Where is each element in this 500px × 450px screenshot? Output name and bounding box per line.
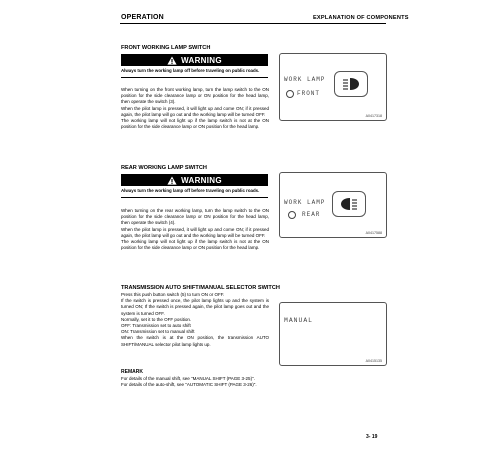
remark-body: [121, 376, 341, 388]
rear-figure-code: A0417588: [365, 231, 382, 235]
rear-switch-figure: [279, 172, 387, 238]
front-lamp-switch: [334, 71, 368, 97]
trans-body-p3: Normally, set it to the OFF position.: [121, 316, 192, 322]
rear-figure-label1: WORK LAMP: [284, 199, 326, 206]
front-section-title: FRONT WORKING LAMP SWITCH: [121, 45, 211, 51]
front-pilot-lamp: [286, 90, 294, 98]
trans-figure-label1: MANUAL: [284, 317, 314, 324]
front-warning-divider: [121, 77, 268, 78]
trans-body: [121, 292, 269, 348]
rear-section-title: REAR WORKING LAMP SWITCH: [121, 165, 207, 171]
work-lamp-icon: [339, 197, 359, 211]
front-switch-figure: [279, 53, 387, 121]
trans-switch-figure: [279, 302, 387, 366]
header-rule: [120, 23, 386, 24]
front-warning-label: WARNING: [181, 55, 222, 65]
front-body-p2: When the pilot lamp is pressed, it will light up and come ON; if it pressed again, the pilot lamp will go out and the working lamp will be turned OFF.: [121, 105, 269, 117]
rear-body-p2: When the pilot lamp is pressed, it will light up and come ON; if it pressed again, the pilot lamp will go out and the working lamp will be turned OFF.: [121, 226, 269, 238]
trans-section-title: TRANSMISSION AUTO SHIFT/MANUAL SELECTOR SWITCH: [121, 285, 280, 291]
header-left: OPERATION: [121, 14, 164, 21]
remark-title: REMARK: [121, 369, 143, 375]
rear-warning-label: WARNING: [181, 175, 222, 185]
work-lamp-icon: [341, 77, 361, 91]
rear-figure-label2: REAR: [302, 211, 321, 218]
trans-figure-code: A0415135: [365, 359, 382, 363]
rear-body-p3: The working lamp will not light up if the lamp switch is not at the ON position for the side clearance lamp or ON position for the head lamp.: [121, 239, 269, 251]
front-warning-banner: [121, 54, 268, 66]
trans-body-p1: Press this push button switch (5) to turn ON or OFF.: [121, 292, 225, 297]
front-body-p3: The working lamp will not light up if the lamp switch is not at the ON position for the side clearance lamp or ON position for the head lamp.: [121, 118, 269, 130]
header-right: EXPLANATION OF COMPONENTS: [313, 15, 409, 21]
front-figure-label2: FRONT: [297, 90, 321, 97]
trans-body-p5: ON: Transmission set to manual shift: [121, 329, 195, 335]
warning-triangle-icon: [167, 56, 177, 65]
rear-warning-banner: [121, 174, 268, 186]
page-number: 3- 19: [366, 434, 378, 440]
front-body-p1: When turning on the front working lamp, turn the lamp switch to the ON position for the side clearance lamp or ON position for the head lamp, then operate the switch (3).: [121, 87, 269, 105]
front-figure-code: A0417318: [365, 114, 382, 118]
trans-body-p6: When the switch is at the ON position, the transmission AUTO SHIFT/MANUAL selector pilot lamp lights up.: [121, 335, 269, 347]
rear-pilot-lamp: [288, 211, 296, 219]
rear-warning-divider: [121, 197, 268, 198]
front-body: [121, 87, 269, 130]
warning-triangle-icon: [167, 176, 177, 185]
front-warning-text: Always turn the working lamp off before traveling on public roads.: [121, 68, 260, 73]
rear-warning-text: Always turn the working lamp off before traveling on public roads.: [121, 188, 260, 193]
rear-body: [121, 208, 269, 251]
trans-body-p4: OFF: Transmission set to auto shift: [121, 323, 191, 329]
remark-line-1: For details of the manual shift, see "MANUAL SHIFT (PAGE 3-25)".: [121, 376, 255, 381]
front-figure-label1: WORK LAMP: [284, 76, 326, 83]
rear-lamp-switch: [332, 191, 366, 217]
rear-body-p1: When turning on the rear working lamp, turn the lamp switch to the ON position for the side clearance lamp or ON position for the head lamp, then operate the switch (4).: [121, 208, 269, 226]
trans-body-p2: If the switch is pressed once, the pilot lamp lights up and the system is turned ON; If the switch is pressed again, the pilot lamp goes out and the system is turned OFF.: [121, 298, 269, 316]
remark-line-2: For details of the auto-shift, see "AUTOMATIC SHIFT (PAGE 3-26)".: [121, 382, 257, 388]
